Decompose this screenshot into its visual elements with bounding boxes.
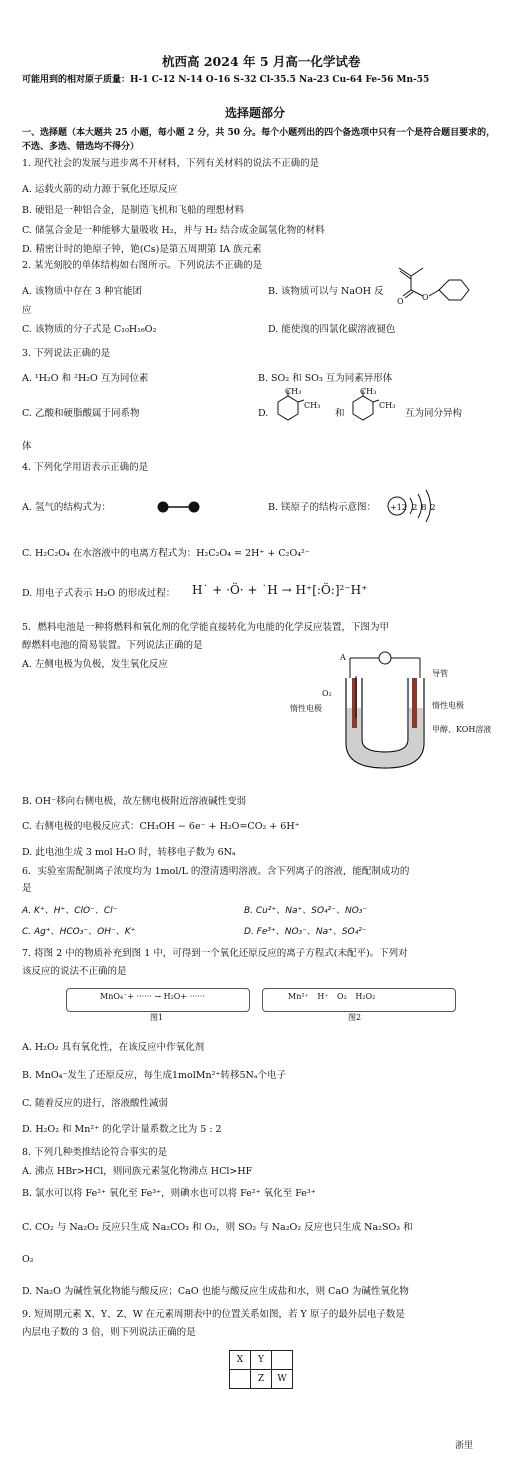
q6-option-b: B. Cu²⁺、Na⁺、SO₄²⁻、NO₃⁻ (244, 906, 368, 916)
h2-structure-figure (156, 500, 202, 514)
q2-option-b: B. 该物质可以与 NaOH 反 (268, 286, 384, 297)
fuel-cell-left-electrode-label: 惰性电极 (290, 704, 322, 713)
q4-option-c: C. H₂C₂O₄ 在水溶液中的电离方程式为：H₂C₂O₄ = 2H⁺ + C₂O₄²⁻ (22, 548, 310, 559)
grid-cell: X (230, 1351, 251, 1370)
q5-option-d: D. 此电池生成 3 mol H₂O 时，转移电子数为 6Nₐ (22, 847, 236, 858)
q8-option-a: A. 沸点 HBr>HCl，则同族元素氢化物沸点 HCl>HF (22, 1166, 253, 1177)
q5-option-c: C. 右侧电极的电极反应式：CH₃OH − 6e⁻ + H₂O=CO₂ + 6H⁺ (22, 821, 300, 832)
q8-stem: 8. 下列几种类推结论符合事实的是 (22, 1147, 168, 1158)
q8-option-c: C. CO₂ 与 Na₂O₂ 反应只生成 Na₂CO₃ 和 O₂，则 SO₂ 与 Na₂O₂ 反应也只生成 Na₂SO₃ 和 (22, 1222, 413, 1233)
grid-row (230, 1370, 293, 1389)
q3-option-d-and: 和 (335, 408, 345, 419)
q7-figure2-label: 图2 (348, 1013, 362, 1022)
xylene-1-ch3-top: CH₃ (285, 387, 302, 396)
xylene-2-ch3-top: CH₃ (360, 387, 377, 396)
grid-cell: Z (251, 1370, 272, 1389)
q3-option-a: A. ¹H₂O 和 ²H₂O 互为同位素 (22, 373, 149, 384)
q8-option-d: D. Na₂O 为碱性氧化物能与酸反应；CaO 也能与酸反应生成盐和水，则 CaO 为碱性氧化物 (22, 1286, 409, 1297)
grid-cell (272, 1351, 293, 1370)
q2-stem: 2. 某光刻胶的单体结构如右图所示。下列说法不正确的是 (22, 260, 263, 271)
svg-text:O: O (422, 293, 429, 302)
q7-figure2-content: Mn²⁺ H⁺ O₂ H₂O₂ (288, 992, 376, 1001)
q7-option-d: D. H₂O₂ 和 Mn²⁺ 的化学计量系数之比为 5 : 2 (22, 1124, 222, 1135)
q5-stem-line2: 醇燃料电池的简易装置。下列说法正确的是 (22, 640, 203, 651)
q7-figure1-content: MnO₄⁻+ ······ → H₂O+ ······ (100, 992, 205, 1001)
section-header: 一、选择题（本大题共 25 小题，每小题 2 分，共 50 分。每个小题列出的四个备选项中只有一个是符合题目要求的，不选、多选、错选均不得分） (22, 128, 496, 152)
q4-option-a: A. 氢气的结构式为： (22, 502, 111, 513)
mg-core-charge: +12 (390, 503, 407, 512)
q7-figure1-label: 图1 (150, 1013, 164, 1022)
q4-option-d: D. 用电子式表示 H₂O 的形成过程： (22, 588, 176, 599)
xylene-1-ch3-side: CH₃ (304, 401, 321, 410)
q6-option-a: A. K⁺、H⁺、ClO⁻、Cl⁻ (22, 906, 118, 916)
mg-shell-electrons: 2 8 2 (412, 503, 436, 513)
q9-stem-line1: 9. 短周期元素 X、Y、Z、W 在元素周期表中的位置关系如图，若 Y 原子的最外层电子数是 (22, 1309, 405, 1320)
q2-option-d: D. 能使溴的四氯化碳溶液褪色 (268, 324, 396, 335)
q5-stem-line1: 5．燃料电池是一种将燃料和氧化剂的化学能直接转化为电能的化学反应装置，下图为甲 (22, 622, 390, 633)
q1-option-d: D. 精密计时的铯原子钟，铯(Cs)是第五周期第 IA 族元素 (22, 244, 262, 255)
q3-option-d-suffix: 互为同分异构 (405, 408, 463, 419)
q8-option-b: B. 氯水可以将 Fe²⁺ 氧化至 Fe³⁺，则碘水也可以将 Fe²⁺ 氧化至 Fe³⁺ (22, 1188, 316, 1199)
q7-stem-line1: 7. 将图 2 中的物质补充到图 1 中，可得到一个氧化还原反应的离子方程式(未配平)。下列对 (22, 948, 408, 959)
q4-stem: 4. 下列化学用语表示正确的是 (22, 462, 149, 473)
monomer-structure-figure (393, 262, 475, 312)
grid-row (230, 1351, 293, 1370)
q1-stem: 1. 现代社会的发展与进步离不开材料，下列有关材料的说法不正确的是 (22, 158, 320, 169)
page-title: 杭西高 2024 年 5 月高一化学试卷 (162, 54, 361, 69)
q5-option-b: B. OH⁻移向右侧电极，故左侧电极附近溶液碱性变弱 (22, 796, 247, 807)
periodic-table-fragment (229, 1350, 293, 1389)
q7-option-a: A. H₂O₂ 具有氧化性，在该反应中作氧化剂 (22, 1042, 205, 1053)
fuel-cell-solution-label: 甲醇、KOH溶液 (432, 725, 492, 734)
atomic-masses: 可能用到的相对原子质量：H-1 C-12 N-14 O-16 S-32 Cl-35.5 Na-23 Cu-64 Fe-56 Mn-55 (22, 75, 430, 85)
q2-option-b-cont: 应 (22, 305, 32, 316)
q7-stem-line2: 该反应的说法不正确的是 (22, 966, 127, 977)
q9-stem-line2: 内层电子数的 3 倍，则下列说法正确的是 (22, 1327, 196, 1338)
q3-option-d-cont: 体 (22, 441, 32, 452)
fuel-cell-ammeter-label: A (340, 653, 346, 662)
footer-mark: 浙里 (455, 1441, 474, 1451)
q5-option-a: A. 左侧电极为负极，发生氧化反应 (22, 659, 168, 670)
q4-option-b: B. 镁原子的结构示意图： (268, 502, 377, 513)
grid-cell: Y (251, 1351, 272, 1370)
q6-option-c: C. Ag⁺、HCO₃⁻、OH⁻、K⁺ (22, 927, 136, 937)
fuel-cell-figure (340, 648, 430, 778)
q7-option-b: B. MnO₄⁻发生了还原反应，每生成1molMn²⁺转移5Nₐ个电子 (22, 1070, 286, 1081)
q2-option-c: C. 该物质的分子式是 C₁₀H₁₆O₂ (22, 324, 157, 335)
fuel-cell-o2-label: O₂ (322, 689, 332, 698)
q1-option-c: C. 储氢合金是一种能够大量吸收 H₂，并与 H₂ 结合成金属氢化物的材料 (22, 225, 325, 236)
svg-text:O: O (397, 297, 404, 306)
q3-option-b: B. SO₂ 和 SO₃ 互为同素异形体 (258, 373, 393, 384)
q2-option-a: A. 该物质中存在 3 种官能团 (22, 286, 142, 297)
q1-option-b: B. 硬铝是一种铝合金，是制造飞机和飞船的理想材料 (22, 205, 245, 216)
q6-stem-line2: 是 (22, 883, 32, 894)
q1-option-a: A. 运载火箭的动力源于氧化还原反应 (22, 184, 178, 195)
q7-option-c: C. 随着反应的进行，溶液酸性减弱 (22, 1098, 168, 1109)
q3-stem: 3. 下列说法正确的是 (22, 348, 111, 359)
q6-stem-line1: 6．实验室需配制离子浓度均为 1mol/L 的澄清透明溶液。含下列离子的溶液，能配制成功的 (22, 866, 410, 877)
fuel-cell-tube-label: 导管 (432, 669, 448, 678)
grid-cell: W (272, 1370, 293, 1389)
q6-option-d: D. Fe³⁺、NO₃⁻、Na⁺、SO₄²⁻ (244, 927, 367, 937)
fuel-cell-right-electrode-label: 惰性电极 (432, 701, 464, 710)
q3-option-c: C. 乙酸和硬脂酸属于同系物 (22, 408, 140, 419)
q3-option-d-prefix: D. (258, 408, 269, 419)
q4-electron-formula: H˙ + ·Ö· + ˙H → H⁺[:Ö:]²⁻H⁺ (192, 583, 368, 597)
grid-cell (230, 1370, 251, 1389)
part-title: 选择题部分 (225, 106, 286, 120)
xylene-2-ch3-side: CH₃ (379, 401, 396, 410)
q8-option-c-cont: O₂ (22, 1254, 34, 1265)
